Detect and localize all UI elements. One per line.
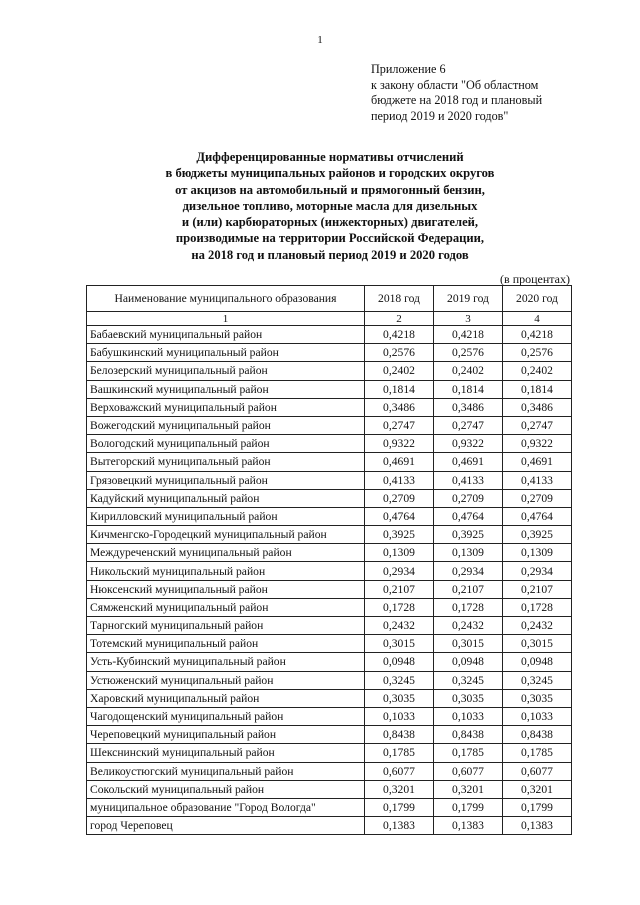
- value-2018-cell: 0,2709: [365, 489, 434, 507]
- column-number-row: [87, 312, 572, 326]
- value-2020-cell: 0,3245: [503, 671, 572, 689]
- value-2018-cell: 0,3925: [365, 526, 434, 544]
- value-2018-cell: 0,1799: [365, 798, 434, 816]
- row-name-cell: Никольский муниципальный район: [87, 562, 365, 580]
- value-2019-cell: 0,1728: [434, 598, 503, 616]
- header-2020: 2020 год: [503, 286, 572, 312]
- row-name-cell: Тарногский муниципальный район: [87, 617, 365, 635]
- value-2018-cell: 0,1728: [365, 598, 434, 616]
- value-2020-cell: 0,3035: [503, 689, 572, 707]
- row-name-cell: муниципальное образование "Город Вологда": [87, 798, 365, 816]
- value-2019-cell: 0,4218: [434, 326, 503, 344]
- value-2019-cell: 0,3486: [434, 398, 503, 416]
- value-2020-cell: 0,1799: [503, 798, 572, 816]
- row-name-cell: Кирилловский муниципальный район: [87, 507, 365, 525]
- table-row: [87, 544, 572, 562]
- value-2020-cell: 0,3015: [503, 635, 572, 653]
- value-2018-cell: 0,3035: [365, 689, 434, 707]
- value-2020-cell: 0,2934: [503, 562, 572, 580]
- value-2020-cell: 0,3486: [503, 398, 572, 416]
- value-2019-cell: 0,6077: [434, 762, 503, 780]
- column-number: 1: [87, 312, 365, 326]
- row-name-cell: город Череповец: [87, 817, 365, 835]
- value-2019-cell: 0,1033: [434, 707, 503, 725]
- table-row: [87, 598, 572, 616]
- row-name-cell: Устюженский муниципальный район: [87, 671, 365, 689]
- value-2020-cell: 0,4691: [503, 453, 572, 471]
- row-name-cell: Вологодский муниципальный район: [87, 435, 365, 453]
- value-2020-cell: 0,1033: [503, 707, 572, 725]
- table-row: [87, 344, 572, 362]
- value-2018-cell: 0,1033: [365, 707, 434, 725]
- value-2018-cell: 0,2107: [365, 580, 434, 598]
- value-2019-cell: 0,2709: [434, 489, 503, 507]
- table-header-row: [87, 286, 572, 312]
- value-2019-cell: 0,2747: [434, 416, 503, 434]
- row-name-cell: Усть-Кубинский муниципальный район: [87, 653, 365, 671]
- column-number: 2: [365, 312, 434, 326]
- value-2019-cell: 0,3201: [434, 780, 503, 798]
- table-row: [87, 489, 572, 507]
- table-row: [87, 580, 572, 598]
- header-name: Наименование муниципального образования: [87, 286, 365, 312]
- value-2018-cell: 0,2747: [365, 416, 434, 434]
- value-2019-cell: 0,8438: [434, 726, 503, 744]
- value-2020-cell: 0,2709: [503, 489, 572, 507]
- value-2019-cell: 0,1383: [434, 817, 503, 835]
- column-number: 3: [434, 312, 503, 326]
- title-line: дизельное топливо, моторные масла для дизельных: [182, 198, 478, 213]
- appendix-line: период 2019 и 2020 годов": [371, 108, 509, 123]
- document-title: [80, 149, 580, 263]
- table-row: [87, 726, 572, 744]
- value-2018-cell: 0,8438: [365, 726, 434, 744]
- value-2019-cell: 0,4691: [434, 453, 503, 471]
- header-2018: 2018 год: [365, 286, 434, 312]
- value-2020-cell: 0,6077: [503, 762, 572, 780]
- row-name-cell: Вашкинский муниципальный район: [87, 380, 365, 398]
- value-2018-cell: 0,2432: [365, 617, 434, 635]
- value-2018-cell: 0,4133: [365, 471, 434, 489]
- value-2020-cell: 0,4764: [503, 507, 572, 525]
- value-2020-cell: 0,2576: [503, 344, 572, 362]
- value-2019-cell: 0,2576: [434, 344, 503, 362]
- value-2020-cell: 0,2402: [503, 362, 572, 380]
- value-2019-cell: 0,2107: [434, 580, 503, 598]
- value-2018-cell: 0,3015: [365, 635, 434, 653]
- table-row: [87, 798, 572, 816]
- row-name-cell: Нюксенский муниципальный район: [87, 580, 365, 598]
- value-2020-cell: 0,9322: [503, 435, 572, 453]
- value-2019-cell: 0,1309: [434, 544, 503, 562]
- value-2019-cell: 0,4133: [434, 471, 503, 489]
- value-2020-cell: 0,1383: [503, 817, 572, 835]
- value-2020-cell: 0,3201: [503, 780, 572, 798]
- value-2018-cell: 0,3201: [365, 780, 434, 798]
- row-name-cell: Сокольский муниципальный район: [87, 780, 365, 798]
- row-name-cell: Бабаевский муниципальный район: [87, 326, 365, 344]
- row-name-cell: Великоустюгский муниципальный район: [87, 762, 365, 780]
- value-2018-cell: 0,6077: [365, 762, 434, 780]
- table-row: [87, 380, 572, 398]
- table-row: [87, 526, 572, 544]
- value-2019-cell: 0,3925: [434, 526, 503, 544]
- row-name-cell: Вожегодский муниципальный район: [87, 416, 365, 434]
- value-2018-cell: 0,3245: [365, 671, 434, 689]
- value-2018-cell: 0,0948: [365, 653, 434, 671]
- title-line: в бюджеты муниципальных районов и городских округов: [165, 166, 495, 181]
- row-name-cell: Бабушкинский муниципальный район: [87, 344, 365, 362]
- norms-table: [86, 285, 572, 835]
- value-2018-cell: 0,2576: [365, 344, 434, 362]
- table-row: [87, 326, 572, 344]
- value-2019-cell: 0,2432: [434, 617, 503, 635]
- value-2019-cell: 0,9322: [434, 435, 503, 453]
- value-2020-cell: 0,1814: [503, 380, 572, 398]
- value-2020-cell: 0,3925: [503, 526, 572, 544]
- value-2020-cell: 0,0948: [503, 653, 572, 671]
- value-2020-cell: 0,4133: [503, 471, 572, 489]
- table-row: [87, 744, 572, 762]
- value-2018-cell: 0,1785: [365, 744, 434, 762]
- value-2018-cell: 0,2934: [365, 562, 434, 580]
- table-row: [87, 562, 572, 580]
- value-2019-cell: 0,2402: [434, 362, 503, 380]
- value-2020-cell: 0,4218: [503, 326, 572, 344]
- table-row: [87, 653, 572, 671]
- value-2018-cell: 0,3486: [365, 398, 434, 416]
- appendix-line: Приложение 6: [371, 62, 446, 76]
- title-line: производимые на территории Российской Федерации,: [175, 231, 485, 246]
- title-line: на 2018 год и плановый период 2019 и 2020 годов: [191, 247, 469, 262]
- table-row: [87, 362, 572, 380]
- row-name-cell: Вытегорский муниципальный район: [87, 453, 365, 471]
- value-2019-cell: 0,3245: [434, 671, 503, 689]
- column-number: 4: [503, 312, 572, 326]
- appendix-line: бюджете на 2018 год и плановый: [371, 93, 543, 108]
- units-note: (в процентах): [500, 272, 570, 286]
- value-2019-cell: 0,3035: [434, 689, 503, 707]
- table-row: [87, 617, 572, 635]
- value-2019-cell: 0,1785: [434, 744, 503, 762]
- table-row: [87, 671, 572, 689]
- row-name-cell: Харовский муниципальный район: [87, 689, 365, 707]
- header-2019: 2019 год: [434, 286, 503, 312]
- table-row: [87, 689, 572, 707]
- row-name-cell: Сямженский муниципальный район: [87, 598, 365, 616]
- value-2020-cell: 0,1728: [503, 598, 572, 616]
- value-2020-cell: 0,1309: [503, 544, 572, 562]
- value-2020-cell: 0,2747: [503, 416, 572, 434]
- table-row: [87, 635, 572, 653]
- value-2019-cell: 0,4764: [434, 507, 503, 525]
- row-name-cell: Кичменгско-Городецкий муниципальный район: [87, 526, 365, 544]
- value-2020-cell: 0,2107: [503, 580, 572, 598]
- row-name-cell: Череповецкий муниципальный район: [87, 726, 365, 744]
- page-number: 1: [317, 34, 323, 46]
- value-2018-cell: 0,1383: [365, 817, 434, 835]
- value-2019-cell: 0,0948: [434, 653, 503, 671]
- table-row: [87, 453, 572, 471]
- value-2018-cell: 0,9322: [365, 435, 434, 453]
- appendix-line: к закону области "Об областном: [371, 77, 539, 92]
- value-2020-cell: 0,2432: [503, 617, 572, 635]
- table-row: [87, 817, 572, 835]
- row-name-cell: Верховажский муниципальный район: [87, 398, 365, 416]
- value-2018-cell: 0,4218: [365, 326, 434, 344]
- table-row: [87, 435, 572, 453]
- table-row: [87, 707, 572, 725]
- row-name-cell: Шекснинский муниципальный район: [87, 744, 365, 762]
- title-line: Дифференцированные нормативы отчислений: [196, 150, 464, 164]
- value-2018-cell: 0,4764: [365, 507, 434, 525]
- table-row: [87, 507, 572, 525]
- value-2018-cell: 0,2402: [365, 362, 434, 380]
- table-row: [87, 762, 572, 780]
- value-2019-cell: 0,2934: [434, 562, 503, 580]
- appendix-note: [371, 62, 542, 124]
- row-name-cell: Междуреченский муниципальный район: [87, 544, 365, 562]
- value-2018-cell: 0,4691: [365, 453, 434, 471]
- row-name-cell: Тотемский муниципальный район: [87, 635, 365, 653]
- row-name-cell: Грязовецкий муниципальный район: [87, 471, 365, 489]
- value-2019-cell: 0,1814: [434, 380, 503, 398]
- value-2018-cell: 0,1814: [365, 380, 434, 398]
- title-line: и (или) карбюраторных (инжекторных) двигателей,: [181, 215, 479, 230]
- value-2018-cell: 0,1309: [365, 544, 434, 562]
- value-2020-cell: 0,8438: [503, 726, 572, 744]
- value-2019-cell: 0,1799: [434, 798, 503, 816]
- table-row: [87, 471, 572, 489]
- row-name-cell: Белозерский муниципальный район: [87, 362, 365, 380]
- title-line: от акцизов на автомобильный и прямогонный бензин,: [175, 182, 485, 197]
- table-row: [87, 416, 572, 434]
- row-name-cell: Чагодощенский муниципальный район: [87, 707, 365, 725]
- value-2020-cell: 0,1785: [503, 744, 572, 762]
- table-row: [87, 780, 572, 798]
- value-2019-cell: 0,3015: [434, 635, 503, 653]
- table-row: [87, 398, 572, 416]
- row-name-cell: Кадуйский муниципальный район: [87, 489, 365, 507]
- table-body: [87, 326, 572, 835]
